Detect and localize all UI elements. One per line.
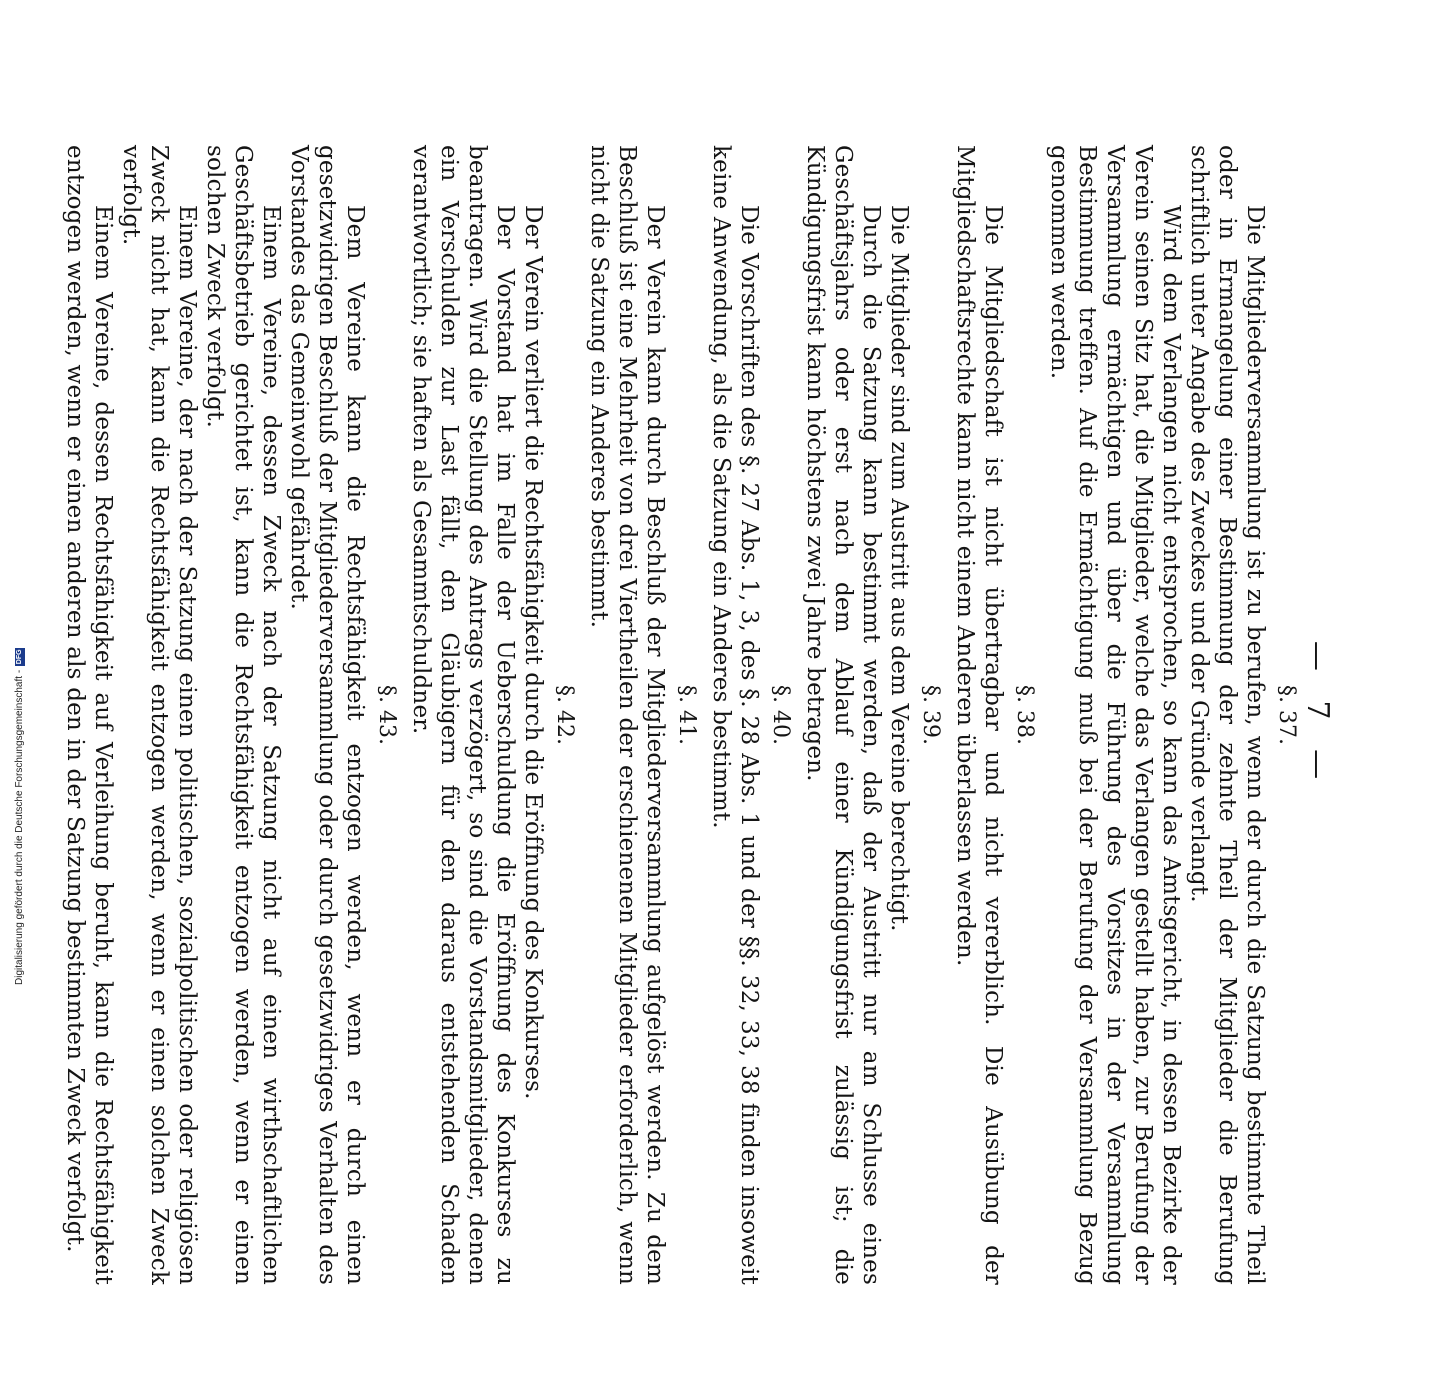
section — [801, 145, 943, 1285]
section-heading: §. 42. — [552, 685, 577, 745]
section-heading: §. 38. — [1012, 685, 1037, 745]
paragraph: Die Mitglieder sind zum Austritt aus dem Vereine berechtigt. — [886, 205, 912, 932]
paragraph: Durch die Satzung kann bestimmt werden, daß der Austritt nur am Schlusse eines Geschäftsjahrs oder erst nach dem Ablauf einer Kündigungsfrist zulässig ist; die Kündigungsfrist kann höchstens zwei Jahre betragen. — [802, 145, 884, 1285]
section-heading: §. 41. — [674, 685, 699, 745]
section — [951, 145, 1037, 1285]
section-heading: §. 43. — [374, 685, 399, 745]
section — [1045, 145, 1299, 1285]
page-body — [61, 145, 1307, 1285]
section — [407, 145, 577, 1285]
paragraph: Einem Vereine, dessen Zweck nach der Satzung nicht auf einen wirthschaftlichen Geschäftsbetrieb gerichtet ist, kann die Rechtsfähigkeit entzogen werden, wenn er einen solchen Zweck verfolgt. — [202, 145, 284, 1285]
dfg-logo-icon: DFG — [15, 649, 23, 665]
section-heading: §. 37. — [1274, 685, 1299, 745]
credit-text: Digitalisierung gefördert durch die Deutsche Forschungsgemeinschaft - — [14, 669, 25, 985]
paragraph: Der Vorstand hat im Falle der Ueberschuldung die Eröffnung des Konkurses zu beantragen. Wird die Stellung des Antrags verzögert, so sind die Vorstandsmitglieder, denen ein Verschulden zur Last fällt, den Gläubigern für den daraus entstehenden Schaden verantwortlich; sie haften als Gesammtschuldner. — [408, 145, 518, 1285]
section — [707, 145, 793, 1285]
document-page — [62, 145, 1335, 1380]
paragraph: Einem Vereine, der nach der Satzung einen politischen, sozialpolitischen oder religiösen Zweck nicht hat, kann die Rechtsfähigkeit entzogen werden, wenn er einen solchen Zweck verfolgt. — [118, 145, 200, 1285]
digitization-credit — [14, 648, 25, 985]
section-heading: §. 39. — [918, 685, 943, 745]
paragraph: Dem Vereine kann die Rechtsfähigkeit entzogen werden, wenn er durch einen gesetzwidrigen Beschluß der Mitgliederversammlung oder durch gesetzwidriges Verhalten des Vorstandes das Gemeinwohl gefährdet. — [286, 145, 368, 1285]
paragraph: Wird dem Verlangen nicht entsprochen, so kann das Amtsgericht, in dessen Bezirke der Verein seinen Sitz hat, die Mitglieder, welche das Verlangen gestellt haben, zur Berufung der Versammlung ermächtigen und über die Führung des Vorsitzes in der Versammlung Bestimmung treffen. Auf die Ermächtigung muß bei der Berufung der Versammlung Bezug genommen werden. — [1046, 145, 1184, 1285]
paragraph: Einem Vereine, dessen Rechtsfähigkeit auf Verleihung beruht, kann die Rechtsfähigkeit entzogen werden, wenn er einen anderen als den in der Satzung bestimmten Zweck verfolgt. — [62, 145, 116, 1285]
paragraph: Der Verein verliert die Rechtsfähigkeit durch die Eröffnung des Konkurses. — [520, 205, 546, 1100]
paragraph: Die Mitgliederversammlung ist zu berufen, wenn der durch die Satzung bestimmte Theil oder in Ermangelung einer Bestimmung der zehnte Theil der Mitglieder die Berufung schriftlich unter Angabe des Zweckes und der Gründe verlangt. — [1186, 145, 1268, 1285]
section-heading: §. 40. — [768, 685, 793, 745]
paragraph: Der Verein kann durch Beschluß der Mitgliederversammlung aufgelöst werden. Zu dem Beschluß ist eine Mehrheit von drei Viertheilen der erschienenen Mitglieder erforderlich, wenn nicht die Satzung ein Anderes bestimmt. — [586, 145, 668, 1285]
section — [61, 145, 399, 1285]
page-number-header: — 7 — — [1300, 640, 1335, 790]
section — [585, 145, 699, 1285]
paragraph: Die Mitgliedschaft ist nicht übertragbar und nicht vererblich. Die Ausübung der Mitgliedschaftsrechte kann nicht einem Anderen überlassen werden. — [952, 145, 1006, 1285]
paragraph: Die Vorschriften des §. 27 Abs. 1, 3, des §. 28 Abs. 1 und der §§. 32, 33, 38 finden insoweit keine Anwendung, als die Satzung ein Anderes bestimmt. — [708, 145, 762, 1285]
